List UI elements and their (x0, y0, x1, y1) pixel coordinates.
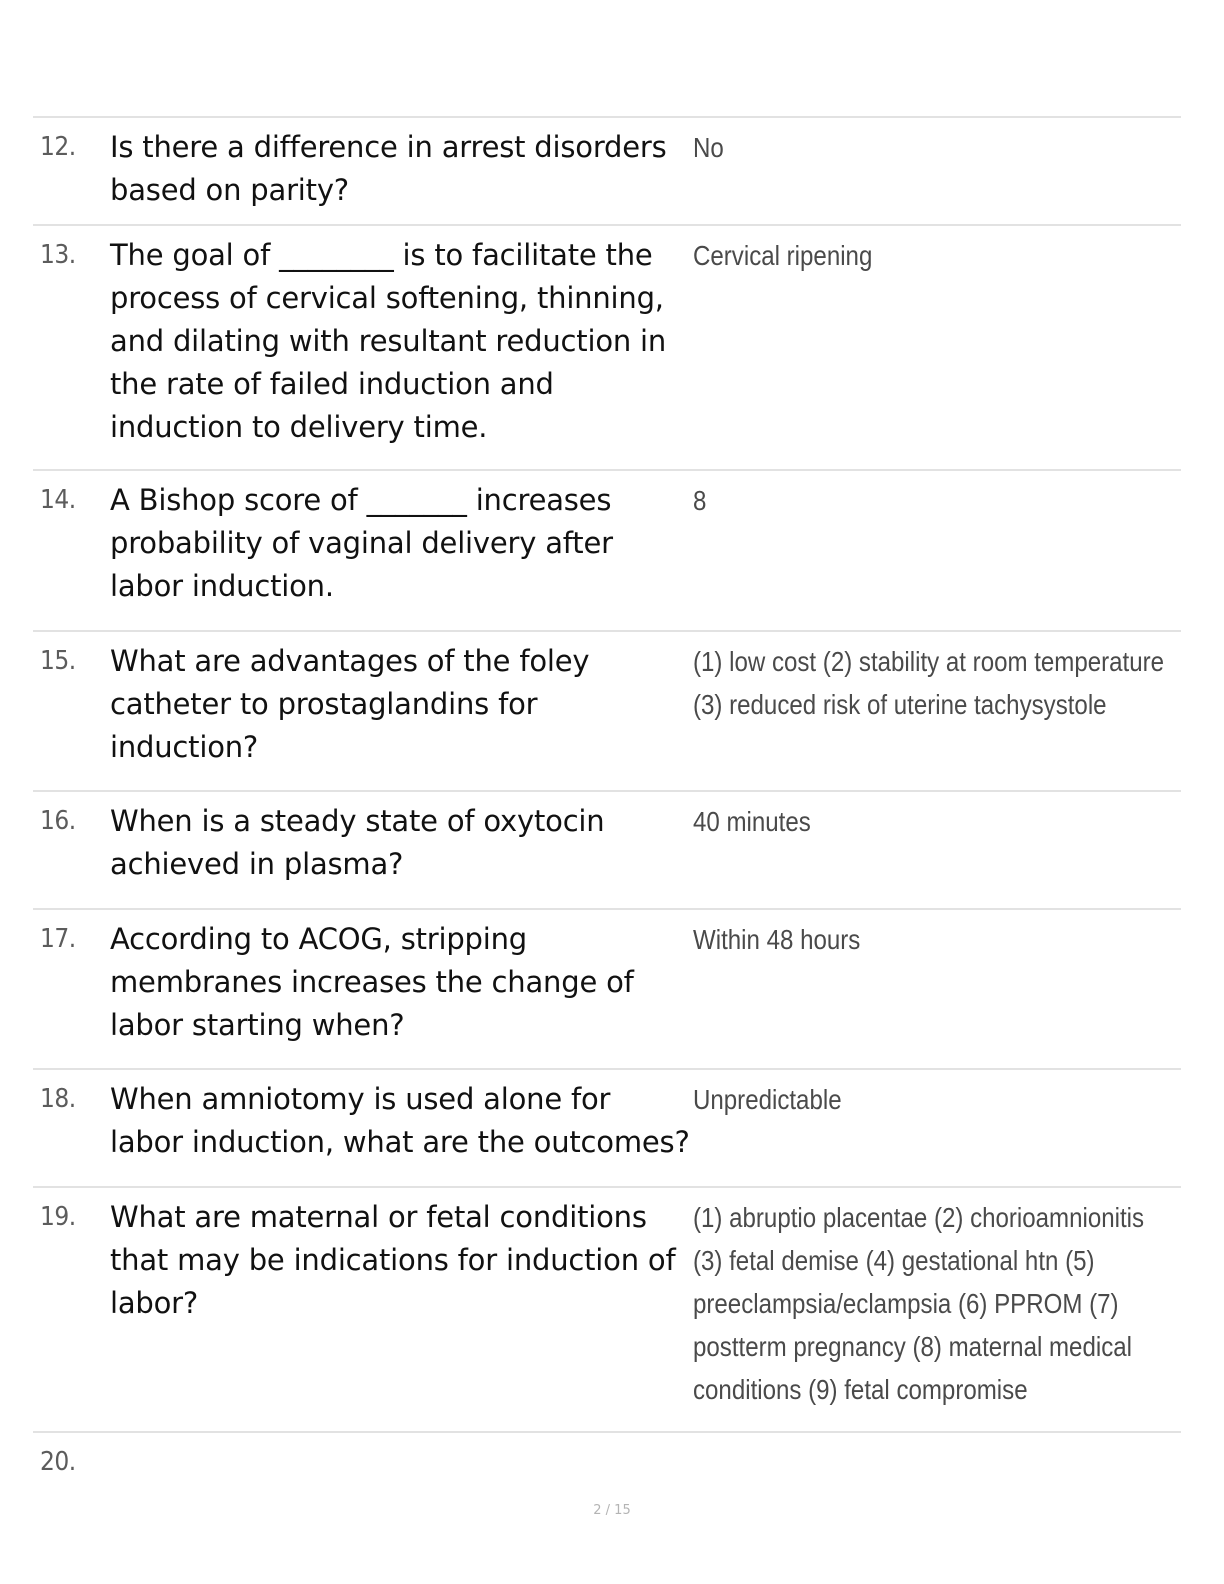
card-answer (693, 479, 1165, 522)
card-answer (693, 800, 1165, 843)
card-answer (693, 234, 1165, 277)
card-answer (693, 126, 1165, 169)
flashcard-row (33, 908, 1181, 1069)
card-answer-text: Unpredictable (693, 1084, 842, 1115)
flashcard-row (33, 790, 1181, 909)
card-answer-text: (1) abruptio placentae (2) chorioamnionitis (3) fetal demise (4) gestational htn (5) preeclampsia/eclampsia (6) PPROM (7) postterm pregnancy (8) maternal medical conditions (9) fetal compromise (693, 1202, 1145, 1405)
card-question: What are maternal or fetal conditions that may be indications for induction of labor? (110, 1200, 676, 1320)
card-number: 20. (40, 1447, 76, 1477)
card-number: 12. (40, 132, 76, 162)
card-question: When amniotomy is used alone for labor induction, what are the outcomes? (110, 1082, 690, 1159)
card-number: 15. (40, 646, 76, 676)
page-indicator: 2 / 15 (593, 1503, 631, 1518)
card-answer-text: Cervical ripening (693, 240, 873, 271)
card-answer (693, 1078, 1165, 1121)
flashcard-row (33, 1068, 1181, 1187)
flashcard-row (33, 224, 1181, 471)
card-question: The goal of ________ is to facilitate the process of cervical softening, thinning, and dilating with resultant reduction in the rate of failed induction and induction to delivery time. (110, 238, 667, 444)
card-number: 13. (40, 240, 76, 270)
card-question: What are advantages of the foley catheter to prostaglandins for induction? (110, 644, 590, 764)
card-answer-text: Within 48 hours (693, 924, 861, 955)
flashcard-row (33, 1431, 1181, 1493)
card-question: A Bishop score of _______ increases probability of vaginal delivery after labor induction. (110, 483, 613, 603)
card-answer (693, 918, 1165, 961)
flashcard-row (33, 630, 1181, 791)
card-question: According to ACOG, stripping membranes increases the change of labor starting when? (110, 922, 634, 1042)
card-answer (693, 1441, 1165, 1484)
card-answer-text: 8 (693, 485, 707, 516)
card-answer (693, 1196, 1165, 1411)
flashcard-row (33, 1186, 1181, 1433)
card-answer-text: 40 minutes (693, 806, 811, 837)
card-number: 19. (40, 1202, 76, 1232)
card-answer-text: No (693, 132, 724, 163)
card-number: 18. (40, 1084, 76, 1114)
flashcard-row (33, 469, 1181, 631)
card-number: 16. (40, 806, 76, 836)
card-question: When is a steady state of oxytocin achieved in plasma? (110, 804, 605, 881)
flashcard-row (33, 116, 1181, 224)
card-number: 17. (40, 924, 76, 954)
card-number: 14. (40, 485, 76, 515)
card-answer (693, 640, 1165, 726)
card-question: Is there a difference in arrest disorders based on parity? (110, 130, 667, 207)
card-answer-text: (1) low cost (2) stability at room temperature (3) reduced risk of uterine tachysystole (693, 646, 1165, 720)
